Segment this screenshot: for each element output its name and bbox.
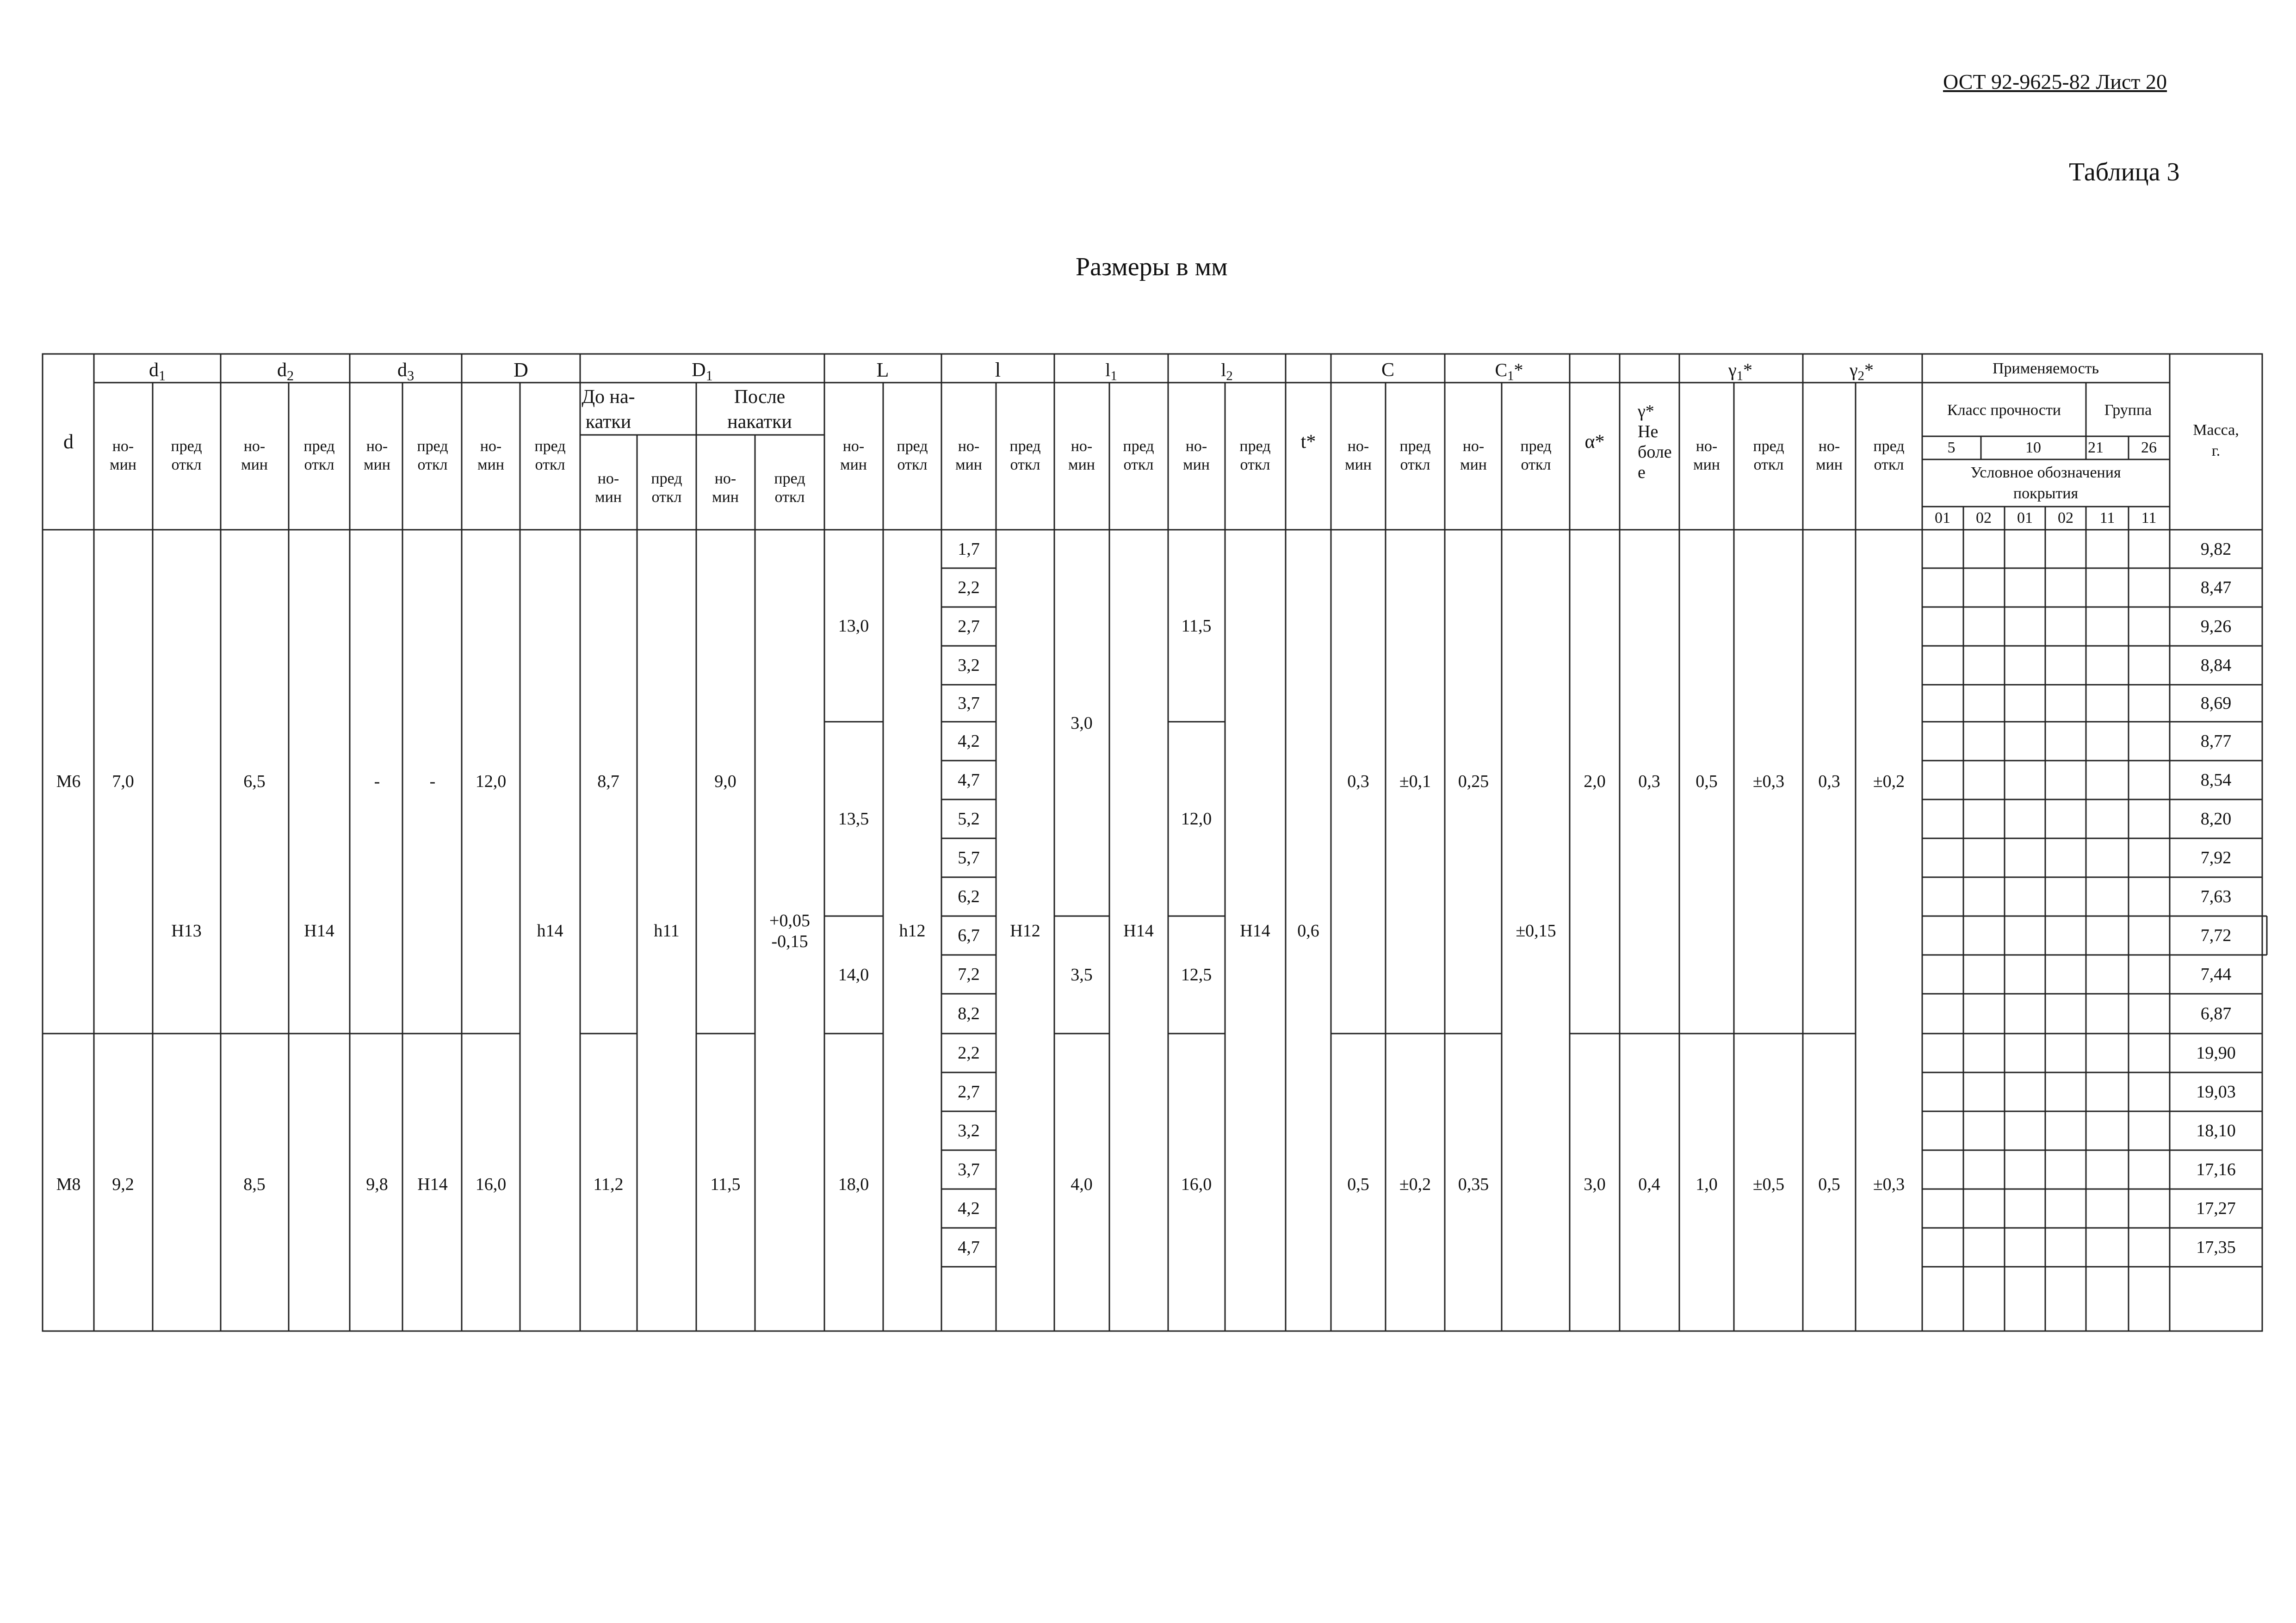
col-alpha: α* (1584, 431, 1605, 452)
m6-gamma2-pred: ±0,2 (1873, 772, 1905, 791)
mass-value-cell: 9,26 (2200, 617, 2232, 636)
nominal-subheader: но- мин (1068, 438, 1095, 473)
col-d: d (63, 430, 74, 453)
l-value-cell: 6,7 (958, 926, 980, 945)
l-value-cell: 3,7 (958, 694, 980, 713)
deviation-subheader: пред откл (1399, 438, 1431, 473)
m6-d2: 6,5 (243, 772, 266, 791)
nominal-subheader: но- мин (364, 438, 390, 473)
tol-l2: H14 (1240, 921, 1270, 941)
m8-D1-before: 11,2 (593, 1175, 624, 1194)
l-value-cell: 8,2 (958, 1004, 980, 1023)
nominal-subheader: но- мин (1345, 438, 1372, 473)
nominal-subheader: но- мин (1816, 438, 1843, 473)
l-value-cell: 3,7 (958, 1160, 980, 1179)
mass-value-cell: 8,54 (2200, 770, 2232, 790)
deviation-subheader: пред откл (774, 470, 805, 506)
m6-D1-before: 8,7 (597, 772, 619, 791)
deviation-subheader: пред откл (1520, 438, 1552, 473)
l-value-cell: 3,2 (958, 656, 980, 675)
before-rolling-1: До на- (582, 386, 635, 408)
mass-value-cell: 17,35 (2196, 1238, 2236, 1257)
nominal-subheader: но- мин (110, 438, 136, 473)
deviation-subheader: пред откл (651, 470, 682, 506)
mass-value-cell: 19,90 (2196, 1043, 2236, 1063)
m6-l1: 3,5 (1071, 965, 1093, 985)
m6-gamma: 0,3 (1638, 772, 1660, 791)
l-value-cell: 6,2 (958, 887, 980, 906)
mass-value-cell: 7,92 (2200, 848, 2232, 867)
m6-l2: 12,0 (1181, 809, 1212, 829)
nominal-subheader: но- мин (477, 438, 504, 473)
m6-C1: 0,25 (1458, 772, 1489, 791)
strength-class-label: Класс прочности (1947, 402, 2061, 419)
deviation-subheader: пред откл (303, 438, 335, 473)
m8-d1: 9,2 (112, 1175, 134, 1194)
group-21: 21 (2088, 439, 2104, 456)
col-l1: $l_1$ (1105, 359, 1117, 384)
m8-L: 18,0 (838, 1175, 869, 1194)
table-label: Таблица 3 (2069, 158, 2180, 186)
l-value-cell: 2,7 (958, 617, 980, 636)
m8-gamma1-pred: ±0,5 (1752, 1175, 1785, 1194)
tol-l: H12 (1010, 921, 1040, 941)
col-D: D (514, 359, 528, 381)
m6-C-pred: ±0,1 (1399, 772, 1431, 791)
deviation-subheader: пред откл (171, 438, 202, 473)
col-C: C (1381, 359, 1395, 381)
l-value-cell: 1,7 (958, 539, 980, 559)
m8-d3-nom: 9,8 (366, 1175, 388, 1194)
col-t: t* (1300, 431, 1316, 452)
l-value-cell: 4,7 (958, 1238, 980, 1257)
col-l: l (995, 359, 1001, 381)
l-value-cell: 2,7 (958, 1082, 980, 1102)
col-d2: $d_2$ (277, 359, 294, 384)
l-value-cell: 3,2 (958, 1121, 980, 1140)
m6-alpha: 2,0 (1584, 772, 1606, 791)
group-label: Группа (2104, 402, 2152, 419)
mass-value-cell: 9,82 (2200, 539, 2232, 559)
coat-code: 01 (1935, 509, 1950, 527)
m8-gamma2-pred: ±0,3 (1873, 1175, 1905, 1194)
m6-gamma1: 0,5 (1696, 772, 1718, 791)
nominal-subheader: но- мин (241, 438, 268, 473)
col-applicability: Применяемость (1992, 360, 2099, 377)
col-d1: $d_1$ (149, 359, 166, 384)
deviation-subheader: пред откл (1009, 438, 1041, 473)
nominal-subheader: но- мин (712, 470, 739, 506)
deviation-subheader: пред откл (1873, 438, 1905, 473)
l-value-cell: 4,2 (958, 731, 980, 751)
nominal-subheader: но- мин (1460, 438, 1487, 473)
m6-L: 13,5 (838, 809, 869, 829)
deviation-subheader: пред откл (534, 438, 566, 473)
l-value-cell: 2,2 (958, 1043, 980, 1063)
deviation-subheader: пред откл (417, 438, 448, 473)
coat-code: 11 (2099, 509, 2115, 527)
l-value-cell: 5,2 (958, 809, 980, 829)
col-L: L (876, 359, 889, 381)
group-26: 26 (2141, 439, 2157, 456)
col-mass-1: Масса, (2193, 421, 2239, 439)
m6-gamma2: 0,3 (1818, 772, 1840, 791)
m8-gamma2: 0,5 (1818, 1175, 1840, 1194)
coat-code: 02 (1976, 509, 1992, 527)
tol-d2: H14 (304, 921, 334, 941)
mass-value-cell: 8,20 (2200, 809, 2232, 829)
m6-gamma1-pred: ±0,3 (1752, 772, 1785, 791)
m8-D1-after: 11,5 (710, 1175, 741, 1194)
coating-label-2: покрытия (2013, 485, 2079, 502)
m6-l2: 11,5 (1181, 616, 1212, 636)
l-value-cell: 2,2 (958, 578, 980, 597)
m8-C1: 0,35 (1458, 1175, 1489, 1194)
coating-label-1: Условное обозначения (1970, 464, 2121, 481)
col-C1: $C_1*$ (1495, 359, 1523, 384)
m6-D: 12,0 (475, 772, 507, 791)
tol-D1-before: h11 (654, 921, 680, 941)
tol-l1: H14 (1123, 921, 1154, 941)
tol-D1-after-upper: +0,05 (769, 911, 810, 930)
mass-value-cell: 8,77 (2200, 731, 2232, 751)
mass-value-cell: 8,47 (2200, 578, 2232, 597)
m8-gamma1: 1,0 (1696, 1175, 1718, 1194)
m6-d: М6 (56, 772, 81, 791)
l-value-cell: 4,2 (958, 1199, 980, 1218)
m6-d1: 7,0 (112, 772, 134, 791)
mass-value-cell: 7,44 (2200, 965, 2232, 984)
mass-value-cell: 18,10 (2196, 1121, 2236, 1140)
m8-D: 16,0 (475, 1175, 507, 1194)
l-value-cell: 4,7 (958, 770, 980, 790)
l-value-cell: 7,2 (958, 965, 980, 984)
l-value-cell: 5,7 (958, 848, 980, 867)
tol-D1-after-lower: -0,15 (771, 932, 808, 951)
col-d3: $d_3$ (397, 359, 415, 384)
deviation-subheader: пред откл (1753, 438, 1784, 473)
before-rolling-2: катки (585, 411, 631, 433)
m6-d3-nom: - (374, 772, 380, 791)
mass-value-cell: 19,03 (2196, 1082, 2236, 1102)
coat-code: 02 (2058, 509, 2073, 527)
m8-l1: 4,0 (1071, 1175, 1093, 1194)
mass-value-cell: 6,87 (2200, 1004, 2232, 1023)
mass-value-cell: 17,27 (2196, 1199, 2236, 1218)
m6-l2: 12,5 (1181, 965, 1212, 985)
col-gamma2: $\gamma_2*$ (1849, 359, 1874, 384)
nominal-subheader: но- мин (595, 470, 622, 506)
m8-alpha: 3,0 (1584, 1175, 1606, 1194)
col-gamma: γ* Не боле е (1638, 402, 1672, 482)
class-10: 10 (2025, 439, 2041, 456)
units-caption: Размеры в мм (1076, 253, 1228, 281)
tol-L: h12 (899, 921, 926, 941)
deviation-subheader: пред откл (1239, 438, 1271, 473)
m6-l1: 3,0 (1071, 713, 1093, 733)
tol-D: h14 (537, 921, 563, 941)
m6-C: 0,3 (1347, 772, 1369, 791)
col-D1: $D_1$ (692, 359, 713, 384)
nominal-subheader: но- мин (840, 438, 867, 473)
tol-C1: ±0,15 (1516, 921, 1556, 941)
mass-value-cell: 8,69 (2200, 694, 2232, 713)
m8-l2: 16,0 (1181, 1175, 1212, 1194)
mass-value-cell: 7,72 (2200, 926, 2232, 945)
m8-gamma: 0,4 (1638, 1175, 1660, 1194)
coat-code: 01 (2017, 509, 2033, 527)
m6-L: 14,0 (838, 965, 869, 985)
m6-d3-pred: - (429, 772, 436, 791)
coat-code: 11 (2141, 509, 2157, 527)
m8-C: 0,5 (1347, 1175, 1369, 1194)
m8-d: М8 (56, 1175, 81, 1194)
mass-value-cell: 7,63 (2200, 887, 2232, 906)
after-rolling-1: После (734, 386, 786, 408)
nominal-subheader: но- мин (1693, 438, 1720, 473)
tol-d1: H13 (171, 921, 202, 941)
deviation-subheader: пред откл (897, 438, 928, 473)
mass-value-cell: 17,16 (2196, 1160, 2236, 1179)
col-l2: $l_2$ (1221, 359, 1233, 384)
m6-L: 13,0 (838, 616, 869, 636)
col-gamma1: $\gamma_1*$ (1728, 359, 1753, 384)
after-rolling-2: накатки (727, 411, 792, 433)
m8-d3-pred: H14 (417, 1175, 448, 1194)
class-5: 5 (1947, 439, 1956, 456)
col-mass-2: г. (2211, 442, 2221, 459)
mass-value-cell: 8,84 (2200, 656, 2232, 675)
nominal-subheader: но- мин (1183, 438, 1210, 473)
m8-d2: 8,5 (243, 1175, 266, 1194)
nominal-subheader: но- мин (955, 438, 982, 473)
tol-t: 0,6 (1297, 921, 1319, 941)
document-code: ОСТ 92-9625-82 Лист 20 (1943, 70, 2167, 93)
m6-D1-after: 9,0 (714, 772, 736, 791)
deviation-subheader: пред откл (1123, 438, 1154, 473)
m8-C-pred: ±0,2 (1399, 1175, 1431, 1194)
